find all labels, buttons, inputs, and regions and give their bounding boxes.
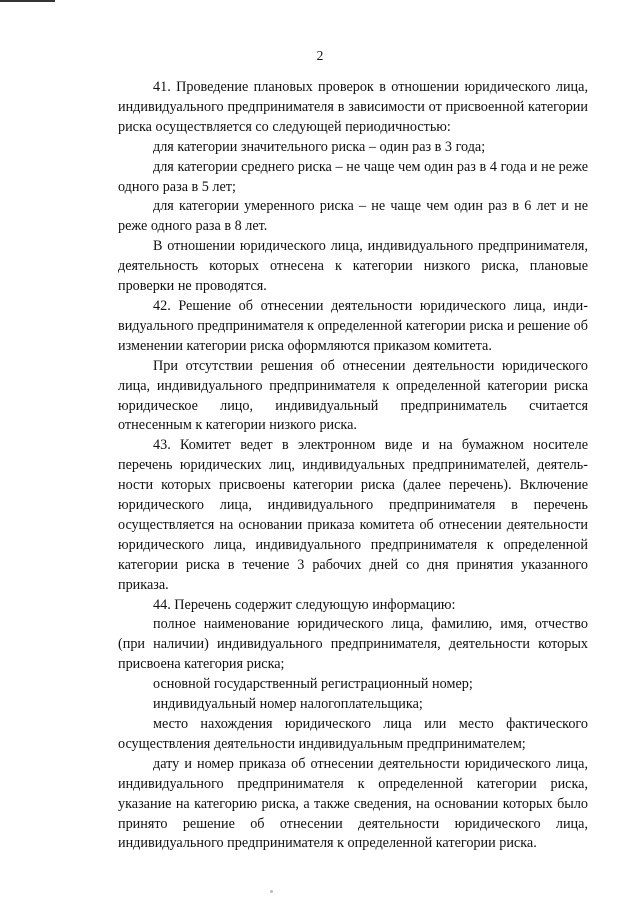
- paragraph-41-intro: 41. Проведение плановых проверок в отношении юридического лица, индивидуального предпринимателя в зависимости от присвоенной категории риска осуществляется со следующей периодичностью:: [118, 79, 588, 135]
- paragraph-medium-risk: для категории среднего риска – не чаще чем один раз в 4 года и не реже одного раза в 5 лет;: [118, 158, 588, 195]
- paragraph-42-absence: При отсутствии решения об отнесении деятельности юридического лица, индивидуального предпринимателя к определенной категории риска юридическое лицо, индивидуальный предприниматель считается отнесенным к категории низкого риска.: [118, 357, 588, 434]
- page-number: 2: [316, 48, 324, 63]
- paragraph-42: 42. Решение об отнесении деятельности юридического лица, индивидуального предпринимателя к определенной категории риска и решение об изменении категории риска оформляются приказом комитета.: [118, 297, 588, 354]
- paragraph-significant-risk: для категории значительного риска – один раз в 3 года;: [153, 138, 486, 155]
- paragraph-low-risk: В отношении юридического лица, индивидуального предпринимателя, деятельность которых отнесена к категории низкого риска, плановые проверки не проводятся.: [118, 238, 588, 295]
- scan-edge-mark: [0, 0, 55, 2]
- list-item-order-details: дату и номер приказа об отнесении деятельности юридического лица, индивидуального предпринимателя к определенной категории риска, указание на категорию риска, а также сведения, на основании которых было принято решение об отнесении деятельности юридического лица, индивидуального предпринимателя к определенной категории риска.: [118, 755, 588, 852]
- list-item-inn: индивидуальный номер налогоплательщика;: [153, 696, 423, 713]
- scan-speck: [270, 890, 273, 893]
- document-body: [118, 78, 588, 854]
- list-item-location: место нахождения юридического лица или место фактического осуществления деятельности индивидуальным предпринимателем;: [118, 716, 588, 752]
- paragraph-43: 43. Комитет ведет в электронном виде и на бумажном носителе перечень юридических лиц, индивидуальных предпринимателей, деятельности которых присвоены категории риска (далее перечень). Включение юридического лица, индивидуального предпринимателя в перечень осуществляется на основании приказа комитета об отнесении деятельности юридического лица, индивидуального предпринимателя к определенной категории риска в течение 3 рабочих дней со дня принятия указанного приказа.: [118, 437, 588, 593]
- list-item-ogrn: основной государственный регистрационный номер;: [153, 676, 473, 693]
- paragraph-moderate-risk: для категории умеренного риска – не чаще чем один раз в 6 лет и не реже одного раза в 8 лет.: [118, 198, 588, 235]
- paragraph-44: 44. Перечень содержит следующую информацию:: [153, 596, 456, 613]
- list-item-full-name: полное наименование юридического лица, фамилию, имя, отчество (при наличии) индивидуального предпринимателя, деятельности которых присвоена категория риска;: [118, 616, 588, 673]
